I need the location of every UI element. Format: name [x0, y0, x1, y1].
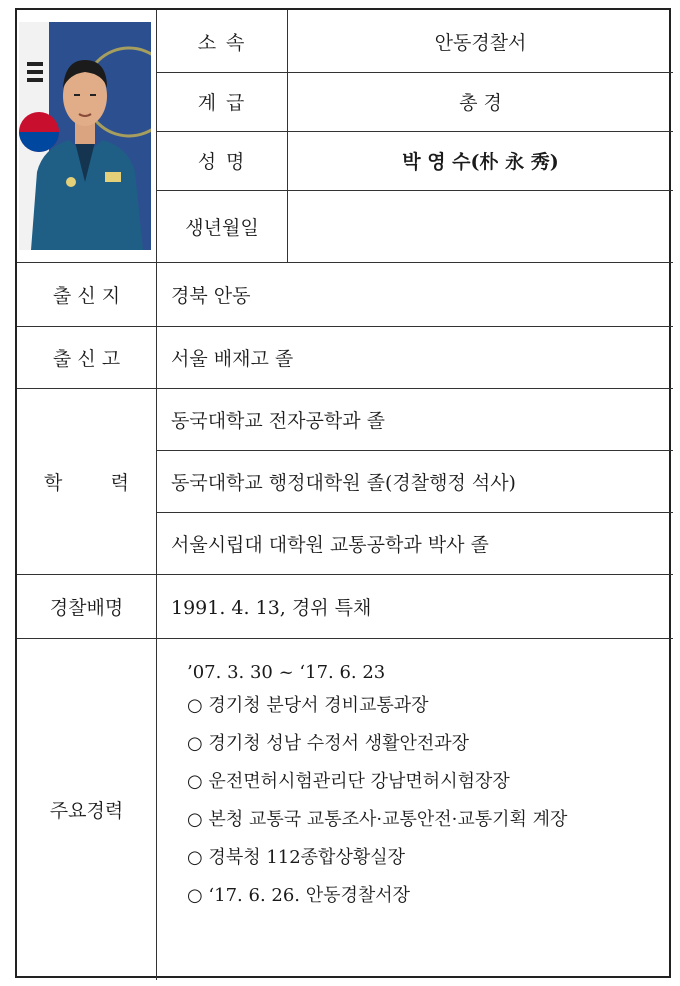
rank-label: 계 급	[197, 92, 247, 114]
career-item: ○ ‘17. 6. 26. 안동경찰서장	[187, 885, 411, 906]
highschool-value: 서울 배재고 졸	[171, 347, 294, 370]
career-period: ’07. 3. 30 ~ ‘17. 6. 23	[187, 662, 386, 683]
career-item: ○ 운전면허시험관리단 강남면허시험장장	[187, 771, 510, 792]
education-label: 학 력	[43, 471, 130, 494]
hometown-value: 경북 안동	[171, 284, 251, 307]
education-item: 서울시립대 대학원 교통공학과 박사 졸	[171, 533, 489, 556]
name-label: 성 명	[197, 151, 247, 173]
education-item: 동국대학교 행정대학원 졸(경찰행정 석사)	[171, 471, 516, 494]
name-value: 박 영 수(朴 永 秀)	[402, 151, 559, 173]
career-label: 주요경력	[49, 799, 124, 822]
birth-label: 생년월일	[185, 216, 259, 239]
profile-sheet	[15, 8, 671, 978]
career-item: ○ 본청 교통국 교통조사·교통안전·교통기획 계장	[187, 809, 568, 830]
affiliation-label: 소 속	[197, 31, 247, 54]
education-item: 동국대학교 전자공학과 졸	[171, 409, 385, 432]
birth-value	[288, 190, 673, 262]
career-item: ○ 경북청 112종합상황실장	[187, 847, 405, 868]
rank-value: 총 경	[459, 92, 502, 114]
profile-photo	[19, 22, 151, 250]
hometown-label: 출 신 지	[52, 284, 121, 307]
career-list	[173, 638, 673, 980]
appointment-label: 경찰배명	[49, 596, 124, 619]
appointment-value: 1991. 4. 13, 경위 특채	[171, 596, 372, 619]
highschool-label: 출 신 고	[52, 347, 121, 370]
career-item: ○ 경기청 분당서 경비교통과장	[187, 695, 429, 716]
affiliation-value: 안동경찰서	[434, 31, 527, 54]
officer-portrait-image	[19, 22, 151, 250]
career-item: ○ 경기청 성남 수정서 생활안전과장	[187, 733, 470, 754]
